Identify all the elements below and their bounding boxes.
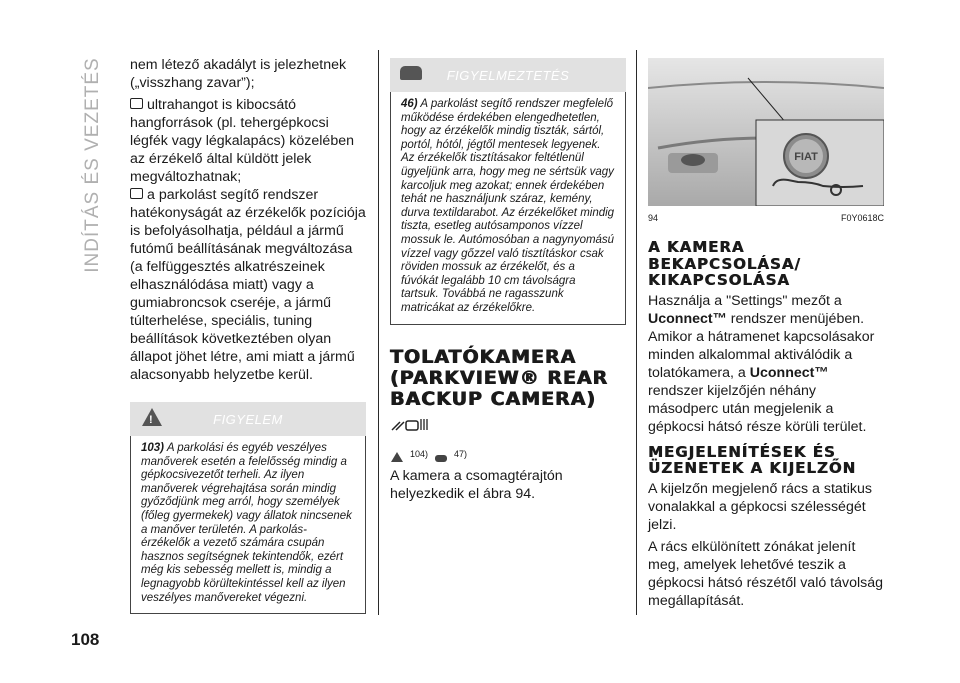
body-text: A kijelzőn megjelenő rács a statikus vonalakkal a gépkocsi szélességét jelzi. — [648, 480, 872, 533]
bullet-icon — [130, 188, 143, 199]
list-item: a parkolást segítő rendszer hatékonyságát az érzékelők pozíciója is befolyásolhatja, például a jármű futómű beállításának megváltozása (a felfüggesztés alkatrészeinek elhasználódása miatt) vagy a gumiabroncsok cseréje, a jármű túlterhelése, speciális, tuning beállítások következtében olyan állapot jöhet létre, ami miatt a jármű alacsonyabb helyzetbe kerül. — [130, 187, 366, 383]
body-text: A rács elkülönített zónákat jelenít meg, amelyek lehetővé teszik a gépkocsi hátsó részétől való távolság megállapítását. — [648, 538, 884, 609]
column-divider — [378, 50, 379, 615]
intro-text: nem létező akadályt is jelezhetnek („visszhang zavar”); — [130, 57, 347, 91]
warning-body: 103) A parkolási és egyéb veszélyes manőverek esetén a felelősség mindig a gépkocsivezetőt terheli. Az ilyen manőverek végrehajtása során mindig győződjünk meg arról, hogy személyek (főleg gyermekek) vagy állatok nincsenek a manőver területén. A parkolás-érzékelők a vezető számára csupán hasznos segítségnek tekintendők, ezért még kis sebesség mellett is, mindig a legnagyobb körültekintéssel kell az ilyen veszélyes manővereket végezni. — [130, 436, 366, 614]
section-heading: A KAMERA BEKAPCSOLÁSA/ KIKAPCSOLÁSA — [648, 238, 801, 289]
section-heading: TOLATÓKAMERA (PARKVIEW® REAR BACKUP CAMERA) — [390, 345, 609, 410]
caution-header: FIGYELMEZTETÉS — [390, 58, 626, 92]
list-item: ultrahangot is kibocsátó hangforrások (pl. tehergépkocsi légfék vagy légkalapács) közelében az érzékelő által küldött jelek megváltozhatnak; — [130, 97, 354, 185]
bullet-icon — [130, 98, 143, 109]
column-3 — [648, 58, 884, 614]
section-side-tab: INDÍTÁS ÉS VEZETÉS — [82, 57, 103, 273]
column-1 — [130, 56, 366, 614]
references: 104) 47) — [390, 445, 626, 463]
body-text: A kamera a csomagtérajtón helyezkedik el ábra 94. — [390, 467, 563, 502]
warning-ref-icon — [390, 451, 404, 463]
svg-text:FIAT: FIAT — [794, 151, 818, 163]
camera-symbol-icon — [390, 416, 626, 439]
rear-camera-figure — [648, 58, 884, 206]
warning-header: ! FIGYELEM — [130, 402, 366, 436]
caution-body: 46) A parkolást segítő rendszer megfelelő működése érdekében elengedhetetlen, hogy az érzékelők mindig tiszták, sártól, portól, hótól, jégtől mentesek legyenek. Az érzékelők tisztításakor feltétlenül ügyeljünk arra, hogy meg ne sértsük vagy karcoljuk meg azokat; ennek érdekében tehát ne használjunk száraz, kemény, durva textildarabot. Az érzékelőket mindig tiszta, esetleg autósamponos vízzel mossuk le. Autómosóban a nagynyomású vízzel vagy gőzzel való tisztításkor csak röviden mossuk az érzékelőt, és a fúvókát legalább 10 cm távolságra tartsuk. Továbbá ne ragasszunk matricákat az érzékelőkre. — [390, 92, 626, 325]
body-text: Használja a "Settings" mezőt a Uconnect™ rendszer menüjében. Amikor a hátramenet kapcsolásakor minden alkalommal aktiválódik a tolatókamera, a Uconnect™ rendszer kijelzőjén néhány másodperc után megjelenik a gépkocsi hátsó része körüli terület. — [648, 292, 875, 435]
caution-ref-icon — [434, 453, 448, 463]
column-2 — [390, 56, 626, 507]
figure-caption: 94 F0Y0618C — [648, 213, 884, 223]
page-number: 108 — [71, 630, 100, 649]
column-divider — [636, 50, 637, 615]
section-heading: MEGJELENÍTÉSEK ÉS ÜZENETEK A KIJELZŐN — [648, 442, 857, 477]
